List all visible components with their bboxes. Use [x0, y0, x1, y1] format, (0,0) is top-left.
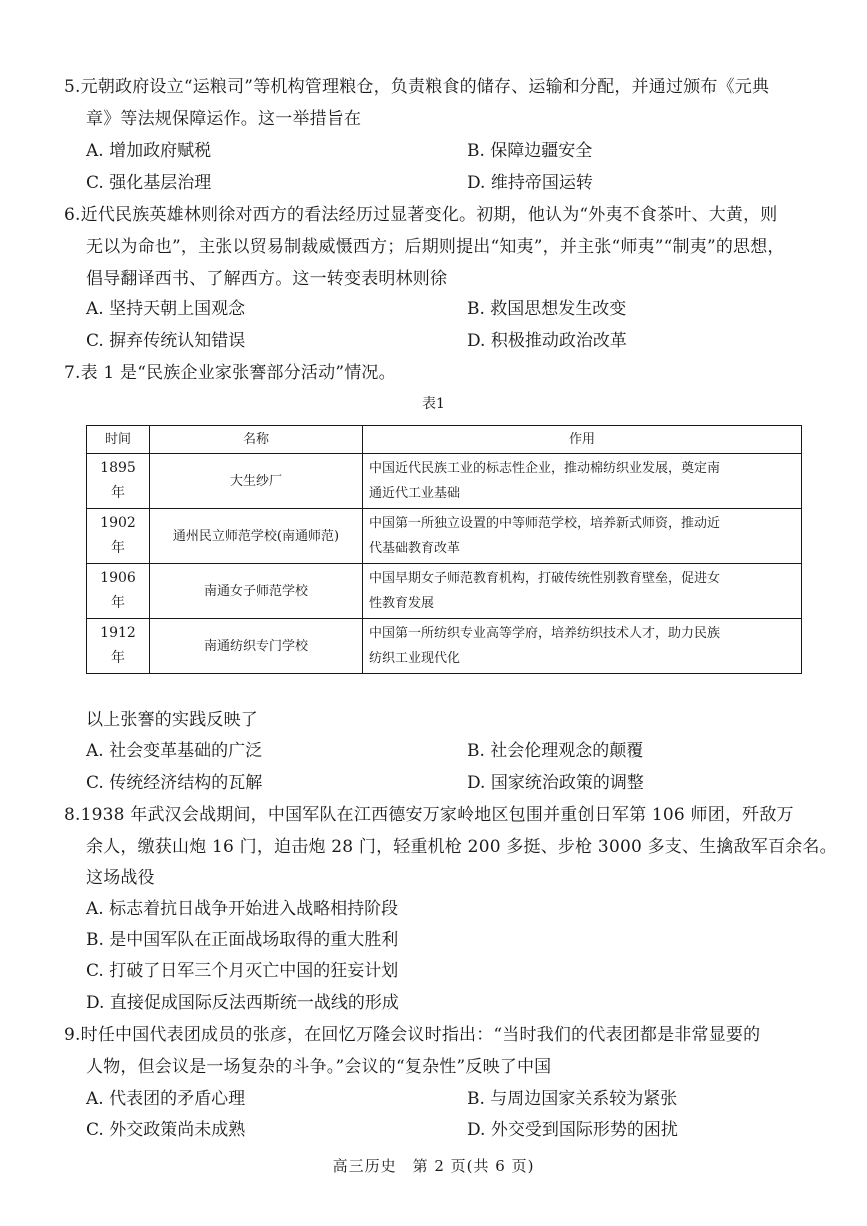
cell-time: 1895 年	[87, 454, 150, 509]
q7-question: 以上张謇的实践反映了	[86, 710, 258, 730]
q8-option-d[interactable]: D. 直接促成国际反法西斯统一战线的形成	[86, 993, 399, 1013]
q5-stem-line1: 5.元朝政府设立“运粮司”等机构管理粮仓，负责粮食的储存、运输和分配，并通过颁布《元典	[64, 77, 770, 97]
q9-option-b[interactable]: B. 与周边国家关系较为紧张	[467, 1089, 678, 1109]
cell-role-line1: 中国早期女子师范教育机构，打破传统性别教育壁垒，促进女	[369, 571, 721, 586]
q6-option-b[interactable]: B. 救国思想发生改变	[467, 299, 627, 319]
cell-name: 南通女子师范学校	[150, 564, 363, 619]
q8-stem-line1: 8.1938 年武汉会战期间，中国军队在江西德安万家岭地区包围并重创日军第 106 师团，歼敌万	[64, 805, 794, 825]
q8-option-c[interactable]: C. 打破了日军三个月灭亡中国的狂妄计划	[86, 961, 399, 981]
table-row	[87, 619, 802, 674]
table-row	[87, 454, 802, 509]
q5-option-c[interactable]: C. 强化基层治理	[86, 173, 212, 193]
cell-name: 通州民立师范学校(南通师范)	[150, 509, 363, 564]
q6-option-d[interactable]: D. 积极推动政治改革	[467, 331, 627, 351]
q7-option-b[interactable]: B. 社会伦理观念的颠覆	[467, 741, 644, 761]
table-header-row	[87, 426, 802, 454]
cell-role-line2: 代基础教育改革	[369, 541, 461, 556]
table-caption: 表1	[422, 396, 445, 412]
cell-time: 1906 年	[87, 564, 150, 619]
q5-option-a[interactable]: A. 增加政府赋税	[86, 141, 212, 161]
cell-role-line1: 中国第一所纺织专业高等学府，培养纺织技术人才，助力民族	[369, 626, 721, 641]
column-header-time: 时间	[87, 426, 150, 454]
cell-role-line1: 中国第一所独立设置的中等师范学校，培养新式师资，推动近	[369, 516, 721, 531]
q6-option-c[interactable]: C. 摒弃传统认知错误	[86, 331, 246, 351]
q6-option-a[interactable]: A. 坚持天朝上国观念	[86, 299, 246, 319]
cell-role-line2: 性教育发展	[369, 596, 435, 611]
cell-role-line1: 中国近代民族工业的标志性企业，推动棉纺织业发展，奠定南	[369, 461, 721, 476]
q9-stem-line1: 9.时任中国代表团成员的张彦，在回忆万隆会议时指出：“当时我们的代表团都是非常显要的	[64, 1025, 761, 1045]
cell-time: 1912 年	[87, 619, 150, 674]
q7-option-c[interactable]: C. 传统经济结构的瓦解	[86, 773, 263, 793]
q7-option-d[interactable]: D. 国家统治政策的调整	[467, 773, 644, 793]
cell-role	[363, 509, 802, 564]
q8-option-a[interactable]: A. 标志着抗日战争开始进入战略相持阶段	[86, 899, 399, 919]
table-row	[87, 564, 802, 619]
q8-stem-line3: 这场战役	[86, 868, 155, 888]
cell-time: 1902 年	[87, 509, 150, 564]
q6-stem-line2: 无以为命也”，主张以贸易制裁威慑西方；后期则提出“知夷”，并主张“师夷”“制夷”的思想，	[86, 237, 785, 257]
cell-role-line2: 纺织工业现代化	[369, 651, 461, 666]
cell-name: 南通纺织专门学校	[150, 619, 363, 674]
q5-option-d[interactable]: D. 维持帝国运转	[467, 173, 593, 193]
cell-name: 大生纱厂	[150, 454, 363, 509]
q8-option-b[interactable]: B. 是中国军队在正面战场取得的重大胜利	[86, 930, 399, 950]
cell-role	[363, 454, 802, 509]
q7-option-a[interactable]: A. 社会变革基础的广泛	[86, 741, 263, 761]
q9-stem-line2: 人物，但会议是一场复杂的斗争。”会议的“复杂性”反映了中国	[86, 1057, 552, 1077]
q9-option-d[interactable]: D. 外交受到国际形势的困扰	[467, 1120, 678, 1140]
q8-stem-line2: 余人，缴获山炮 16 门，迫击炮 28 门，轻重机枪 200 多挺、步枪 3000 多支、生擒敌军百余名。	[86, 837, 837, 857]
q6-stem-line1: 6.近代民族英雄林则徐对西方的看法经历过显著变化。初期，他认为“外夷不食茶叶、大黄，则	[64, 205, 778, 225]
q9-option-c[interactable]: C. 外交政策尚未成熟	[86, 1120, 246, 1140]
cell-role	[363, 619, 802, 674]
column-header-role: 作用	[363, 426, 802, 454]
column-header-name: 名称	[150, 426, 363, 454]
cell-role	[363, 564, 802, 619]
cell-role-line2: 通近代工业基础	[369, 486, 461, 501]
q6-stem-line3: 倡导翻译西书、了解西方。这一转变表明林则徐	[86, 269, 448, 289]
q7-stem: 7.表 1 是“民族企业家张謇部分活动”情况。	[64, 363, 396, 383]
q9-option-a[interactable]: A. 代表团的矛盾心理	[86, 1089, 246, 1109]
q5-option-b[interactable]: B. 保障边疆安全	[467, 141, 593, 161]
table-row	[87, 509, 802, 564]
zhang-jian-activities-table	[86, 425, 802, 674]
q5-stem-line2: 章》等法规保障运作。这一举措旨在	[86, 109, 362, 129]
page-footer: 高三历史 第 2 页(共 6 页)	[332, 1157, 535, 1175]
